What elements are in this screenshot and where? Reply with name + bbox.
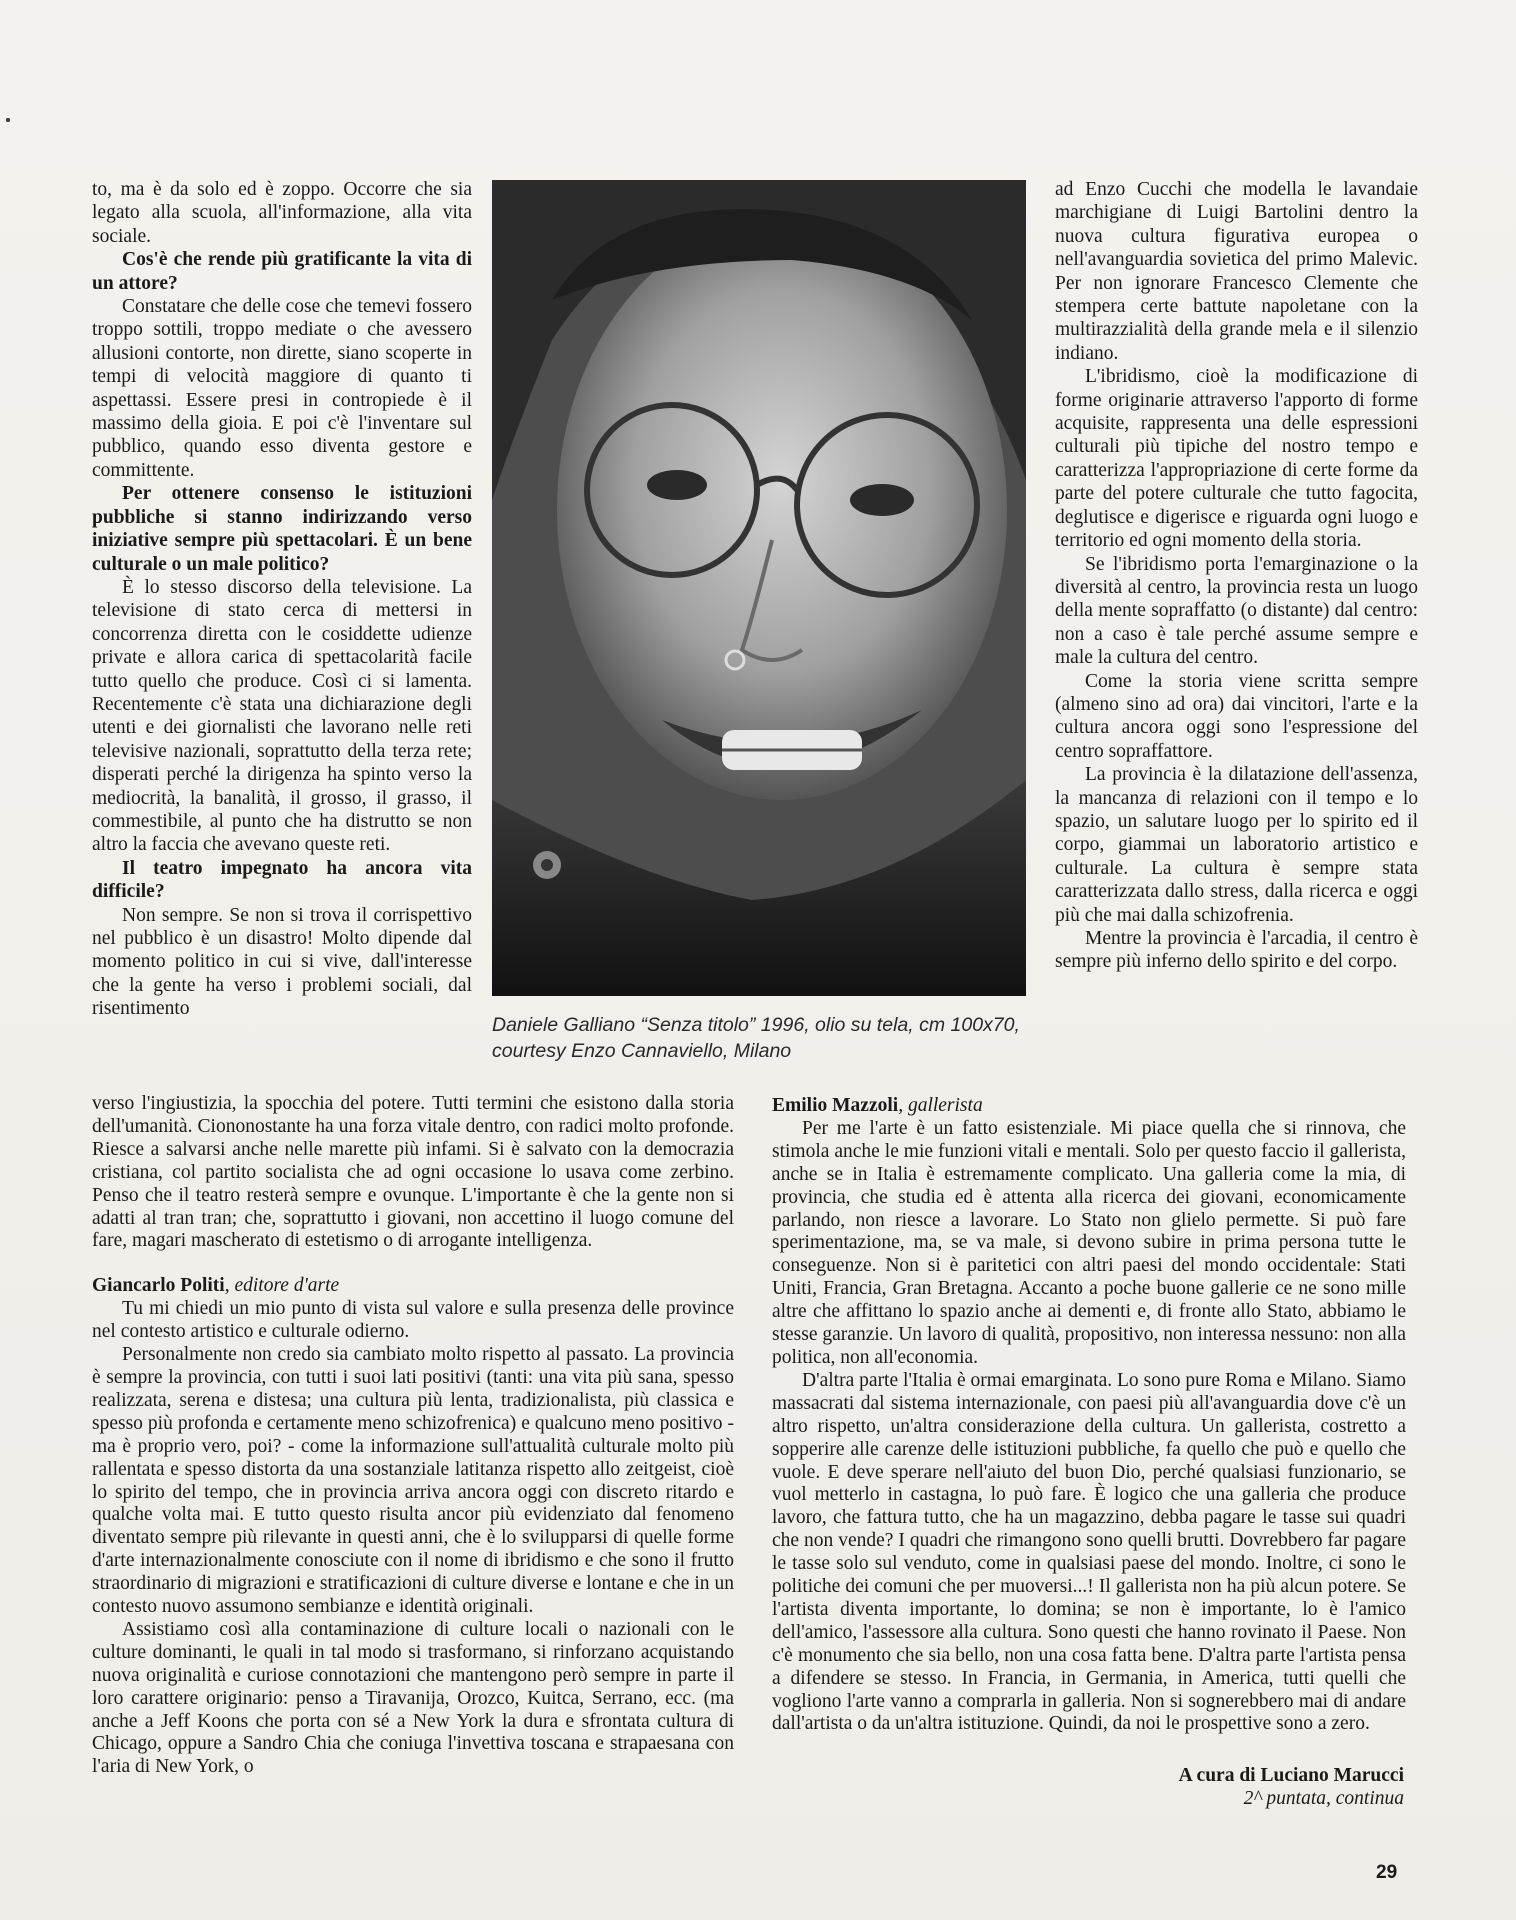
bottom-right-column [772,1095,1406,1736]
margin-mark [6,118,10,122]
paragraph: Constatare che delle cose che temevi fossero troppo sottili, troppo mediate o che avessero allusioni contorte, non dirette, siano scoperte in tempi di velocità maggiore di quanto ti aspettassi. Essere presi in contropiede è il massimo della gioia. E poi c'è l'inventare sul pubblico, quando esso diventa gestore e committente. [92,296,472,481]
paragraph: L'ibridismo, cioè la modificazione di forme originarie attraverso l'apporto di forme acquisite, rappresenta una delle espressioni culturali più tipiche del nostro tempo e caratterizza l'appropriazione di certe forme da parte del potere culturale che tutto fagocita, deglutisce e digerisce e riguarda ogni luogo e territorio ed ogni momento della storia. [1055,366,1418,552]
paragraph: Per me l'arte è un fatto esistenziale. Mi piace quella che si rinnova, che stimola anche le mie funzioni vitali e mentali. Solo per questo faccio il gallerista, anche se in Italia è estremamente complicato. Una galleria come la mia, di provincia, che studia ed è attenta alla ricerca dei giovani, economicamente parlando, non riesce a lavorare. Lo Stato non glielo permette. Si può fare sperimentazione, ma, se va male, si devono subire in prima persona tutte le conseguenze. Non si è paritetici con altri paesi del mondo occidentale: Stati Uniti, Francia, Gran Bretagna. Accanto a poche buone gallerie ce ne sono mille altre che affittano lo spazio anche ai dementi e, di fronte allo Stato, abbiamo le stesse garanzie. Un lavoro di qualità, propositivo, non interessa nessuno: non alla politica, non all'economia. [772,1117,1406,1368]
credits [1179,1764,1404,1810]
page-number: 29 [1376,1862,1398,1883]
paragraph: Non sempre. Se non si trova il corrispettivo nel pubblico è un disastro! Molto dipende dal momento politico in cui si vive, dall'interesse che la gente ha verso i problemi sociali, dal risentimento [92,904,472,1020]
paragraph: ad Enzo Cucchi che modella le lavandaie marchigiane di Luigi Bartolini dentro la nuova cultura figurativa europea o nell'avanguardia sovietica del primo Malevic. Per non ignorare Francesco Clemente che stempera certe battute napoletane con la multirazzialità della grande mela e il silenzio indiano. [1055,179,1418,364]
paragraph: Personalmente non credo sia cambiato molto rispetto al passato. La provincia è sempre la provincia, con tutti i suoi lati positivi (tanti: una vita più sana, spesso realizzata, serena e distesa; una cultura più lenta, tradizionalista, più classica e spesso più profonda e certamente meno schizofrenica) e qualcuno meno positivo - ma è proprio vero, poi? - come la informazione sull'attualità culturale molto più rallentata e spesso distorta da una sostanziale latitanza rispetto allo zeitgeist, cioè lo spirito del tempo, che in provincia arriva ancora oggi con discreto ritardo e qualche volta mai. E tutto questo risulta ancor più evidenziato dal fenomeno diventato sempre più rilevante in questi anni, che è lo svilupparsi di quelle forme d'arte internazionalmente conosciute con il nome di ibridismo e che sono il frutto straordinario di migrazioni e stratificazioni di culture diverse e lontane e che in un contesto nuovo assumono sembianze e identità originali. [92,1344,734,1618]
interview-question: Per ottenere consenso le istituzioni pubbliche si stanno indirizzando verso iniziative sempre più spettacolari. È un bene culturale o un male politico? [92,483,472,575]
author-name: Emilio Mazzoli [772,1095,899,1116]
paragraph: Come la storia viene scritta sempre (almeno sino ad ora) dai vincitori, l'arte e la cultura ancora oggi sono l'espressione del centro sopraffattore. [1055,670,1418,762]
author-heading [772,1095,1406,1118]
left-column [92,178,472,1021]
installment-note: 2^ puntata, continua [1243,1788,1404,1809]
paragraph: Se l'ibridismo porta l'emarginazione o la diversità al centro, la provincia resta un luogo della mente sopraffatto (o distante) dal centro: non a caso è tale perché assume sempre e male la cultura del centro. [1055,553,1418,669]
author-name: Giancarlo Politi [92,1275,225,1297]
photo-caption: Daniele Galliano “Senza titolo” 1996, olio su tela, cm 100x70, courtesy Enzo Cannaviello, Milano [492,1014,1020,1062]
artwork-photo [492,180,1026,996]
paragraph: È lo stesso discorso della televisione. La televisione di stato cerca di mettersi in concorrenza diretta con le cosiddette udienze private e allora carica di spettacolarità facile tutto quello che produce. Così ci si lamenta. Recentemente c'è stata una dichiarazione degli utenti e dei giornalisti che lavorano nelle reti televisive nazionali, soprattutto della terza rete; disperati perché la dirigenza ha spinto verso la mediocrità, la banalità, il grosso, il grasso, il commestibile, al punto che ha distrutto se non altro la faccia che avevano queste reti. [92,576,472,856]
paragraph: La provincia è la dilatazione dell'assenza, la mancanza di relazioni con il tempo e lo spazio, un salutare luogo per lo spirito ed il corpo, giammai un laboratorio artistico e culturale. La cultura è sempre stata caratterizzata dallo stress, dalla ricerca e oggi più che mai dalla schizofrenia. [1055,764,1418,926]
paragraph: Assistiamo così alla contaminazione di culture locali o nazionali con le culture dominanti, le quali in tal modo si trasformano, si rinforzano acquistando nuova originalità e curiose connotazioni che mantengono però sempre in parte il loro carattere originario: penso a Tiravanija, Orozco, Kuitca, Serrano, ecc. (ma anche a Jeff Koons che porta con sé a New York la dura e sfrontata cultura di Chicago, oppure a Sandro Chia che coniuga l'invettiva toscana e strapaesana con l'aria di New York, o [92,1618,734,1778]
curator-credit: A cura di Luciano Marucci [1178,1765,1404,1786]
interview-question: Cos'è che rende più gratificante la vita di un attore? [92,249,472,294]
bottom-left-column [92,1093,734,1779]
paragraph: to, ma è da solo ed è zoppo. Occorre che sia legato alla scuola, all'informazione, alla vita sociale. [92,179,472,247]
author-role: , editore d'arte [224,1275,340,1297]
paragraph: Mentre la provincia è l'arcadia, il centro è sempre più inferno dello spirito e del corpo. [1055,928,1418,973]
paragraph: D'altra parte l'Italia è ormai emarginata. Lo sono pure Roma e Milano. Siamo massacrati dal sistema internazionale, con paesi più all'avanguardia dove c'è un altro rispetto, un'altra considerazione della cultura. Un gallerista, costretto a sopperire alle carenze delle istituzioni pubbliche, fa quello che può e quello che vuole. E deve sperare nell'aiuto del buon Dio, perché qualsiasi funzionario, se vuol metterlo in castagna, lo può fare. È logico che una galleria che produce lavoro, che fattura tutto, che ha un magazzino, debba pagare le tasse sui quadri che non vende? I quadri che rimangono sono quelli brutti. Dovrebbero far pagare le tasse solo sul venduto, come in qualsiasi paese del mondo. Inoltre, ci sono le politiche dei comuni che per muoversi...! Il gallerista non ha più alcun potere. Se l'artista diventa importante, lo domina; se non è importante, lo è l'amico dell'amico, l'assessore alla cultura. Sono questi che hanno rovinato il Paese. Non c'è monumento che sia bello, non una cosa fatta bene. D'altra parte l'artista pensa a difendere se stesso. In Francia, in Germania, in America, tutti quelli che vogliono l'arte vanno a comprarla in galleria. Non si sognerebbero mai di andare dall'artista o da un'altra istituzione. Quindi, da noi le prospettive sono a zero. [772,1369,1406,1735]
paragraph: Tu mi chiedi un mio punto di vista sul valore e sulla presenza delle province nel contesto artistico e culturale odierno. [92,1298,734,1343]
portrait-illustration [492,180,1026,996]
interview-question: Il teatro impegnato ha ancora vita difficile? [92,857,472,903]
author-role: , gallerista [898,1095,983,1116]
paragraph: verso l'ingiustizia, la spocchia del potere. Tutti termini che esistono dalla storia dell'umanità. Ciononostante ha una forza vitale dentro, con radici molto profonde. Riesce a salvarsi anche nelle marette più infami. Si è salvato con la democrazia cristiana, col partito socialista che ad ogni occasione lo usava come zerbino. Penso che il teatro resterà sempre e ovunque. L'importante è che la gente non si adatti al tran tran; che, soprattutto i giovani, non accettino il luogo comune del fare, magari mascherato di estetismo o di arrogante intelligenza. [92,1093,734,1252]
right-column [1055,178,1418,974]
author-heading [92,1275,734,1298]
